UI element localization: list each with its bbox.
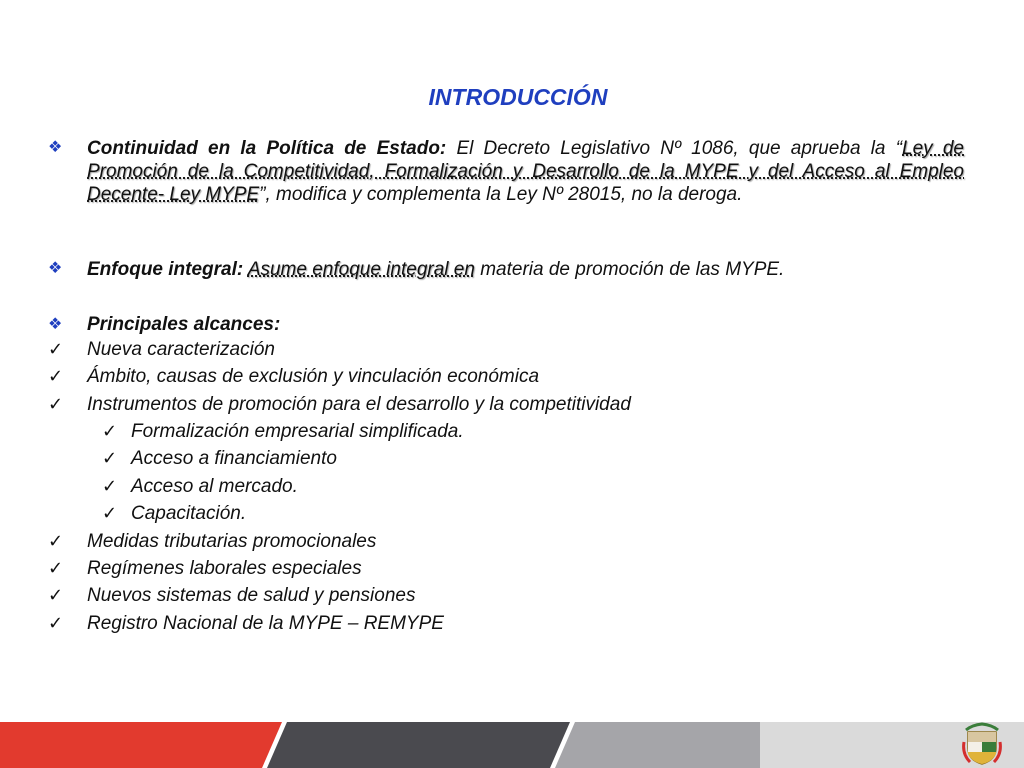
sub-list-item: Formalización empresarial simplificada. [131, 421, 464, 442]
section-continuidad [87, 137, 964, 206]
section-alcances-heading: Principales alcances: [87, 314, 281, 335]
section-continuidad-text-b: ”, modifica y complementa la Ley Nº 28015, no la deroga. [259, 184, 743, 205]
list-item: Nuevos sistemas de salud y pensiones [87, 585, 416, 606]
check-icon: ✓ [48, 585, 64, 605]
check-icon: ✓ [48, 558, 64, 578]
footer-dark-stripe [267, 722, 570, 768]
section-enfoque-highlight: Asume enfoque integral en [247, 259, 475, 280]
section-alcances [87, 313, 964, 336]
footer-red-stripe [0, 722, 282, 768]
check-icon: ✓ [48, 394, 64, 414]
sub-list-item: Capacitación. [131, 503, 247, 524]
sub-list-item: Acceso al mercado. [131, 476, 298, 497]
peru-coat-of-arms-icon [962, 722, 1002, 766]
list-item: Regímenes laborales especiales [87, 558, 362, 579]
diamond-bullet-icon: ❖ [48, 139, 63, 156]
list-item: Medidas tributarias promocionales [87, 531, 377, 552]
sub-list-item: Acceso a financiamiento [131, 448, 337, 469]
footer-band [0, 722, 1024, 768]
diamond-bullet-icon: ❖ [48, 260, 63, 277]
check-icon: ✓ [102, 503, 118, 523]
law-name: Ley de Promoción de la Competitividad, Formalización y Desarrollo de la MYPE y del Acceso al Empleo Decente- Ley MYPE [87, 138, 964, 205]
check-icon: ✓ [48, 613, 64, 633]
diamond-bullet-icon: ❖ [48, 316, 63, 333]
slide-title: INTRODUCCIÓN [428, 84, 608, 110]
list-item: Instrumentos de promoción para el desarrollo y la competitividad [87, 394, 631, 415]
list-item: Nueva caracterización [87, 339, 275, 360]
section-enfoque [87, 258, 964, 281]
list-item: Registro Nacional de la MYPE – REMYPE [87, 613, 444, 634]
list-item: Ámbito, causas de exclusión y vinculación económica [87, 366, 540, 387]
check-icon: ✓ [48, 531, 64, 551]
section-continuidad-heading: Continuidad en la Política de Estado: [87, 138, 447, 159]
check-icon: ✓ [48, 339, 64, 359]
section-enfoque-heading: Enfoque integral: [87, 259, 244, 280]
check-icon: ✓ [102, 421, 118, 441]
check-icon: ✓ [48, 366, 64, 386]
section-enfoque-text: materia de promoción de las MYPE. [474, 259, 785, 280]
section-continuidad-text-a: El Decreto Legislativo Nº 1086, que aprueba la “ [446, 138, 903, 159]
check-icon: ✓ [102, 448, 118, 468]
check-icon: ✓ [102, 476, 118, 496]
